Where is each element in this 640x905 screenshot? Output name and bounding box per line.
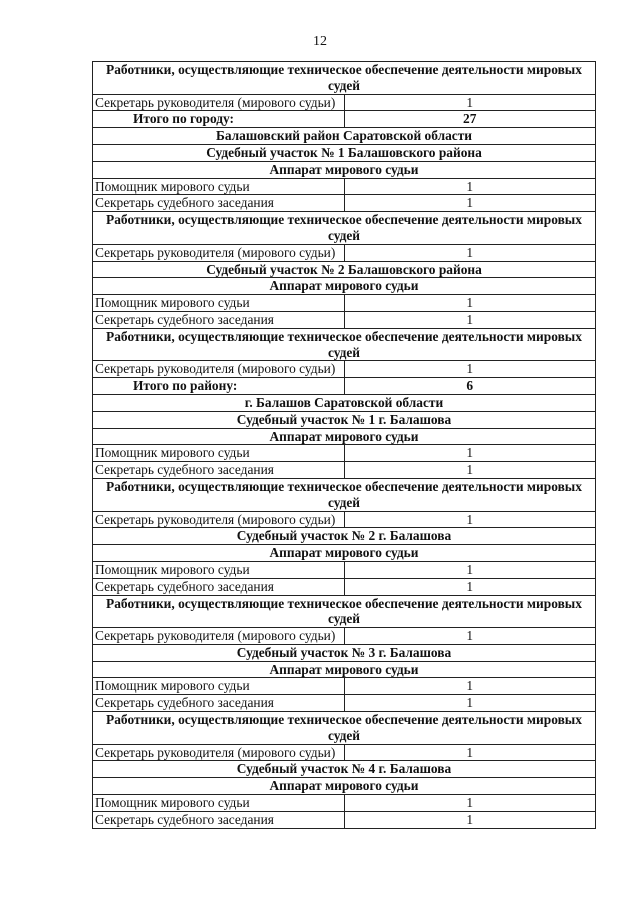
section-header: Судебный участок № 4 г. Балашова [93, 761, 596, 778]
staffing-table [92, 61, 596, 829]
total-value: 27 [344, 111, 596, 128]
total-label: Итого по городу: [93, 111, 345, 128]
table-row [93, 94, 596, 111]
section-header-row [93, 411, 596, 428]
section-header: Работники, осуществляющие техническое обеспечение деятельности мировых судей [93, 712, 596, 745]
position-count: 1 [344, 811, 596, 828]
section-header: Работники, осуществляющие техническое обеспечение деятельности мировых судей [93, 595, 596, 628]
section-header-row [93, 212, 596, 245]
position-count: 1 [344, 578, 596, 595]
section-header-row [93, 128, 596, 145]
position-label: Секретарь руководителя (мирового судьи) [93, 361, 345, 378]
position-label: Секретарь судебного заседания [93, 578, 345, 595]
section-header-row [93, 62, 596, 95]
section-header-row [93, 478, 596, 511]
total-label: Итого по району: [93, 378, 345, 395]
position-count: 1 [344, 561, 596, 578]
section-header: Аппарат мирового судьи [93, 661, 596, 678]
table-row [93, 695, 596, 712]
staffing-table-body [93, 62, 596, 829]
page-number: 12 [313, 34, 327, 49]
section-header: Аппарат мирового судьи [93, 278, 596, 295]
position-count: 1 [344, 195, 596, 212]
position-label: Помощник мирового судьи [93, 678, 345, 695]
section-header-row [93, 761, 596, 778]
position-label: Секретарь руководителя (мирового судьи) [93, 94, 345, 111]
section-header: Судебный участок № 2 Балашовского района [93, 261, 596, 278]
position-count: 1 [344, 695, 596, 712]
position-count: 1 [344, 94, 596, 111]
section-header: Работники, осуществляющие техническое обеспечение деятельности мировых судей [93, 212, 596, 245]
table-row [93, 361, 596, 378]
section-header-row [93, 144, 596, 161]
position-count: 1 [344, 178, 596, 195]
position-label: Секретарь судебного заседания [93, 311, 345, 328]
section-header: Судебный участок № 2 г. Балашова [93, 528, 596, 545]
table-row [93, 244, 596, 261]
position-label: Секретарь судебного заседания [93, 811, 345, 828]
total-row [93, 111, 596, 128]
position-label: Секретарь руководителя (мирового судьи) [93, 511, 345, 528]
section-header-row [93, 328, 596, 361]
table-row [93, 678, 596, 695]
position-count: 1 [344, 795, 596, 812]
section-header: Судебный участок № 1 г. Балашова [93, 411, 596, 428]
position-label: Помощник мирового судьи [93, 445, 345, 462]
table-row [93, 462, 596, 479]
position-label: Секретарь руководителя (мирового судьи) [93, 744, 345, 761]
position-count: 1 [344, 445, 596, 462]
section-header: Судебный участок № 1 Балашовского района [93, 144, 596, 161]
section-header-row [93, 161, 596, 178]
section-header-row [93, 661, 596, 678]
section-header: Балашовский район Саратовской области [93, 128, 596, 145]
position-label: Секретарь руководителя (мирового судьи) [93, 628, 345, 645]
section-header: Работники, осуществляющие техническое обеспечение деятельности мировых судей [93, 478, 596, 511]
section-header-row [93, 595, 596, 628]
table-row [93, 744, 596, 761]
position-count: 1 [344, 511, 596, 528]
total-row [93, 378, 596, 395]
table-row [93, 811, 596, 828]
section-header-row [93, 545, 596, 562]
table-row [93, 561, 596, 578]
position-label: Помощник мирового судьи [93, 295, 345, 312]
section-header-row [93, 712, 596, 745]
table-row [93, 578, 596, 595]
section-header-row [93, 644, 596, 661]
section-header-row [93, 278, 596, 295]
section-header: г. Балашов Саратовской области [93, 394, 596, 411]
section-header: Аппарат мирового судьи [93, 778, 596, 795]
section-header: Аппарат мирового судьи [93, 545, 596, 562]
position-count: 1 [344, 311, 596, 328]
table-row [93, 511, 596, 528]
table-row [93, 178, 596, 195]
section-header: Судебный участок № 3 г. Балашова [93, 644, 596, 661]
position-count: 1 [344, 678, 596, 695]
section-header: Аппарат мирового судьи [93, 161, 596, 178]
total-value: 6 [344, 378, 596, 395]
position-count: 1 [344, 295, 596, 312]
position-label: Помощник мирового судьи [93, 178, 345, 195]
section-header: Работники, осуществляющие техническое обеспечение деятельности мировых судей [93, 328, 596, 361]
section-header-row [93, 394, 596, 411]
position-count: 1 [344, 744, 596, 761]
section-header-row [93, 528, 596, 545]
position-label: Помощник мирового судьи [93, 561, 345, 578]
position-count: 1 [344, 462, 596, 479]
table-row [93, 295, 596, 312]
position-label: Секретарь судебного заседания [93, 695, 345, 712]
table-row [93, 795, 596, 812]
position-label: Секретарь судебного заседания [93, 195, 345, 212]
table-row [93, 311, 596, 328]
table-row [93, 445, 596, 462]
position-count: 1 [344, 628, 596, 645]
section-header: Работники, осуществляющие техническое обеспечение деятельности мировых судей [93, 62, 596, 95]
table-row [93, 628, 596, 645]
position-count: 1 [344, 361, 596, 378]
position-count: 1 [344, 244, 596, 261]
section-header-row [93, 261, 596, 278]
position-label: Помощник мирового судьи [93, 795, 345, 812]
table-row [93, 195, 596, 212]
position-label: Секретарь судебного заседания [93, 462, 345, 479]
section-header-row [93, 428, 596, 445]
section-header-row [93, 778, 596, 795]
position-label: Секретарь руководителя (мирового судьи) [93, 244, 345, 261]
section-header: Аппарат мирового судьи [93, 428, 596, 445]
